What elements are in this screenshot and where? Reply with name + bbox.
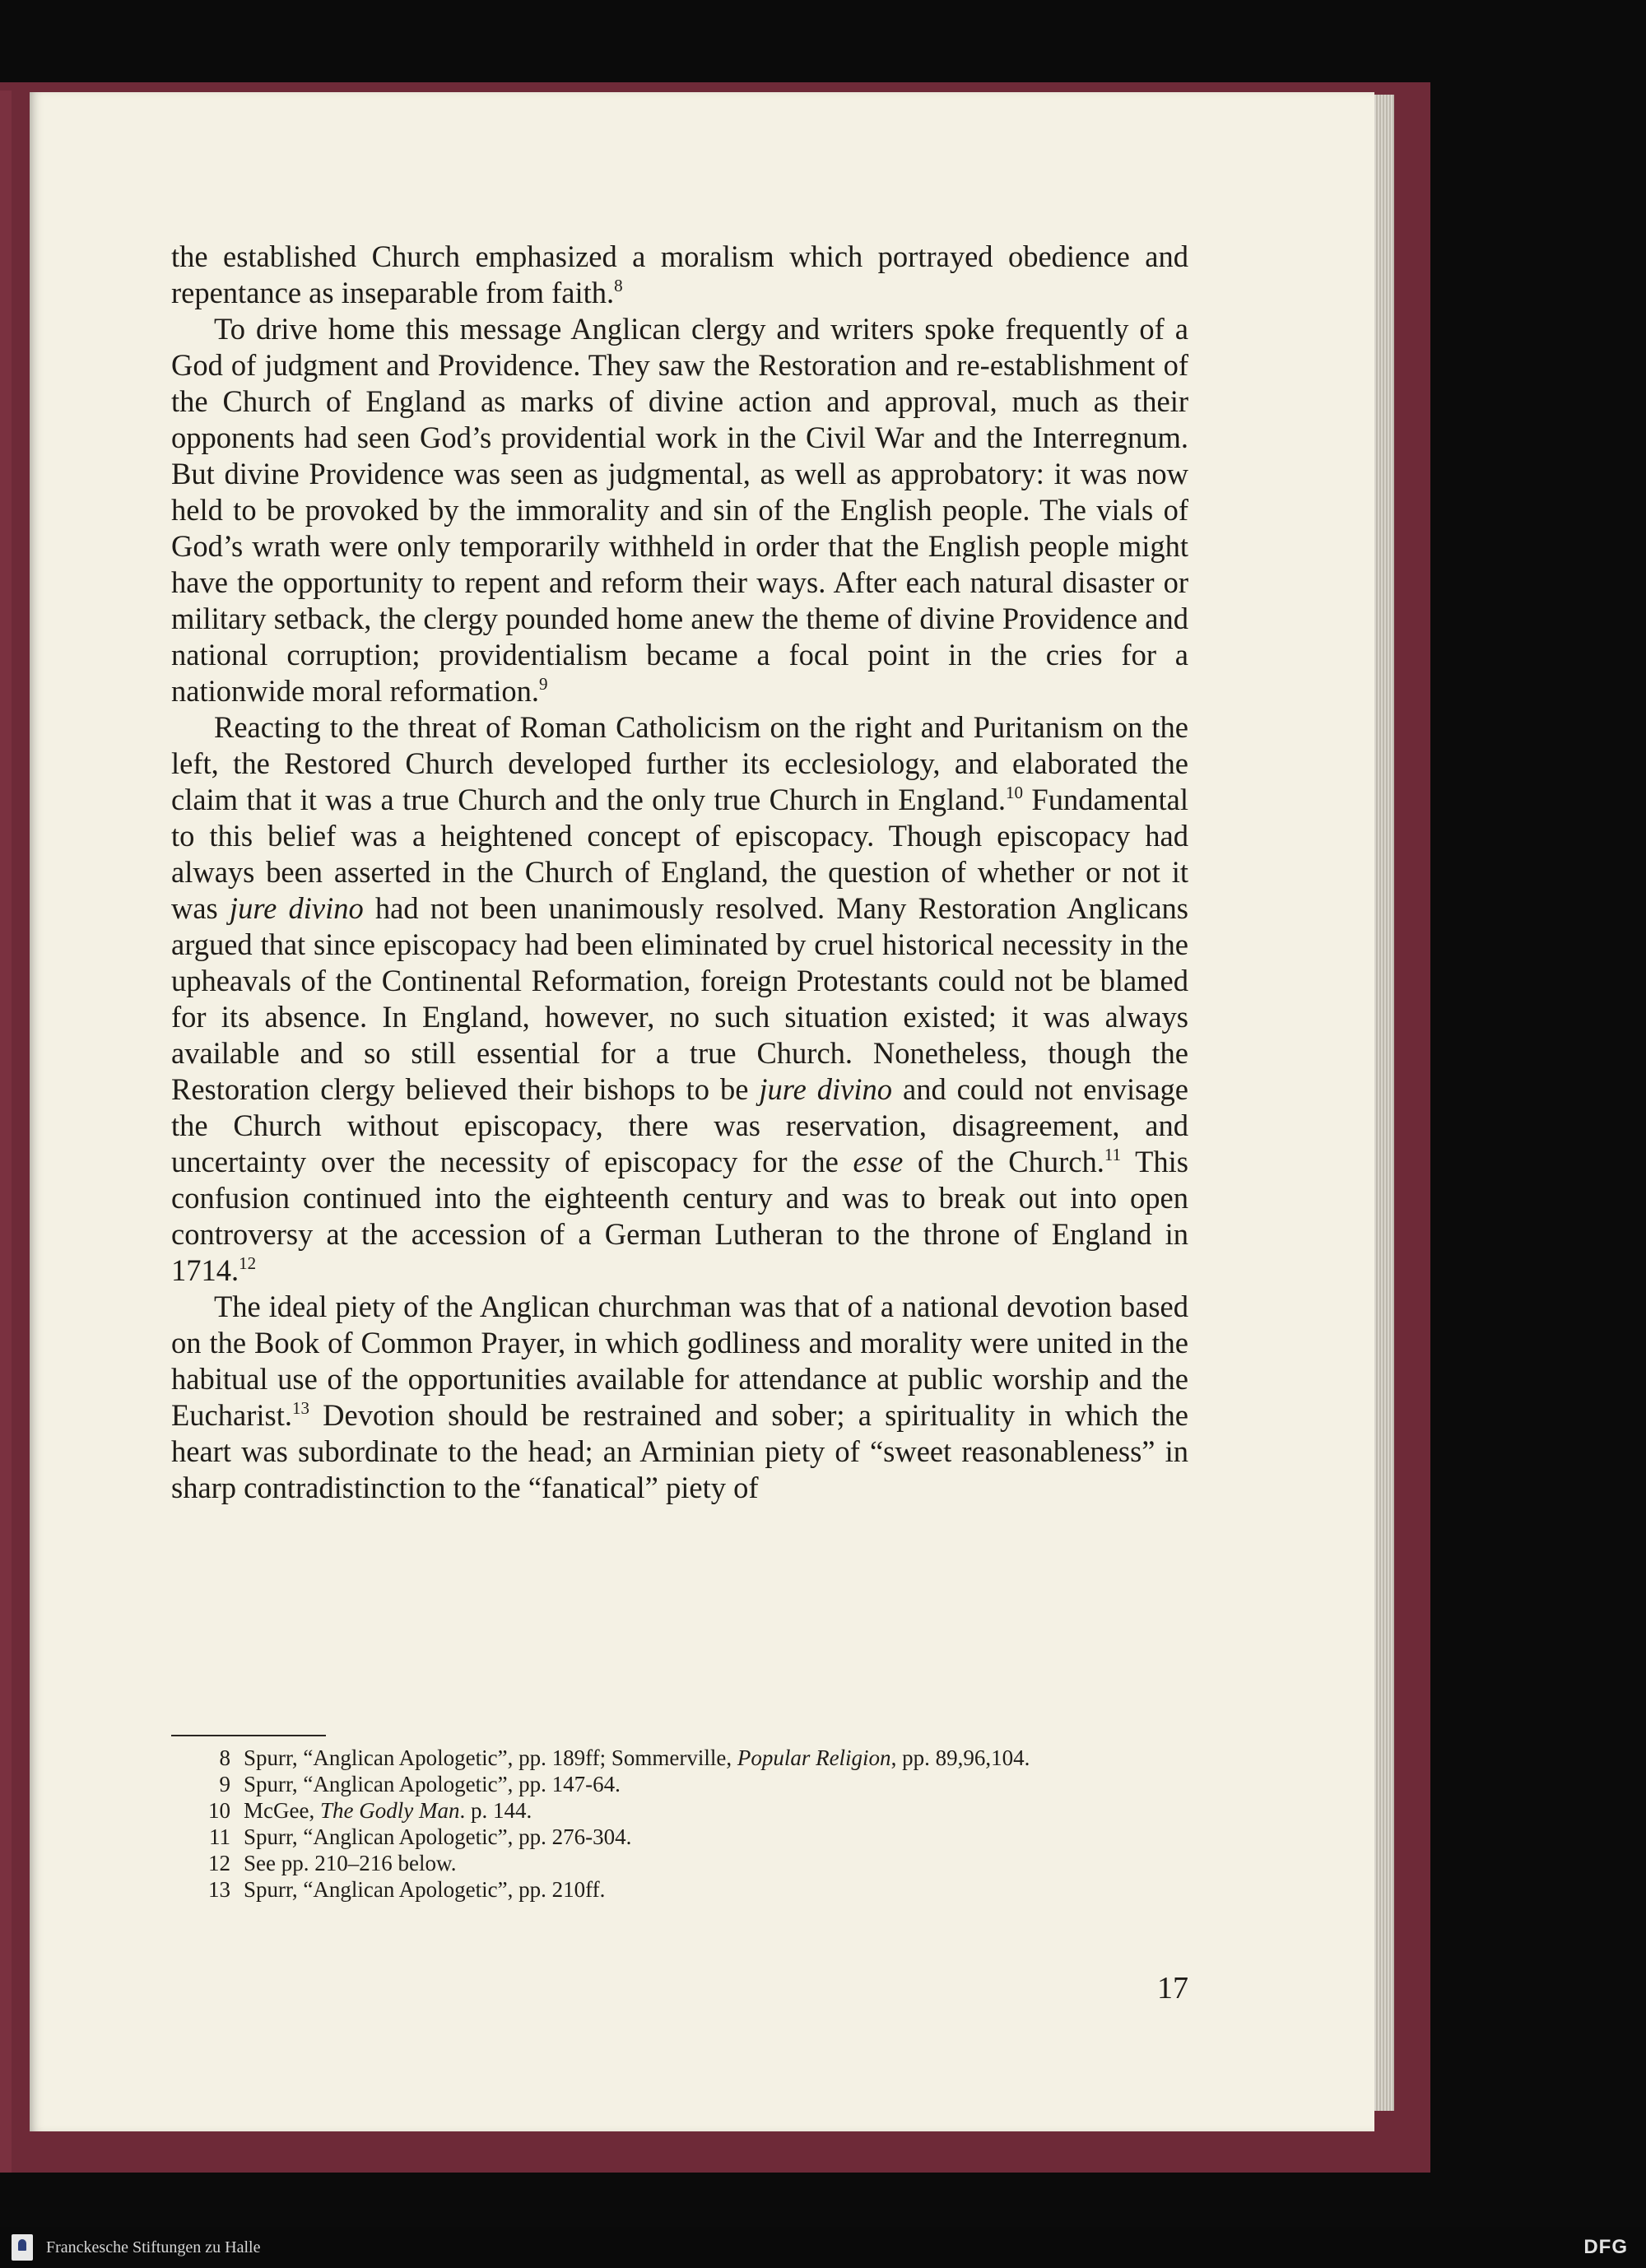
- page-number: 17: [1157, 1971, 1188, 2005]
- footnote: 9 Spurr, “Anglican Apologetic”, pp. 147-64.: [171, 1771, 1188, 1797]
- footnote: 11 Spurr, “Anglican Apologetic”, pp. 276-304.: [171, 1824, 1188, 1850]
- italic-term: esse: [853, 1145, 904, 1178]
- footnote-ref-11: 11: [1104, 1145, 1122, 1164]
- footnote: 13 Spurr, “Anglican Apologetic”, pp. 210ff.: [171, 1876, 1188, 1903]
- paragraph-3: Reacting to the threat of Roman Catholicism on the right and Puritanism on the left, the Restored Church developed further its ecclesiology, and elaborated the claim that it was a true Church and the only true Church in England.$^{10}$ Fundamental to this belief was a heightened concept of episcopacy. Though episcopacy had always been asserted in the Church of England, the question of whether or not it was jure divino had not been unanimously resolved. Many Restoration Anglicans argued that since episcopacy had been eliminated by cruel historical necessity in the upheavals of the Continental Reformation, foreign Protestants could not be blamed for its absence. In England, however, no such situation existed; it was always available and so still essential for a true Church. Nonetheless, though the Restoration clergy believed their bishops to be jure divino and could not envisage the Church without episcopacy, there was reservation, disagreement, and uncertainty over the necessity of episcopacy for the esse of the Church.$^{11}$ This confusion continued into the eighteenth century and was to break out into open controversy at the accession of a German Lutheran to the throne of England in 1714.12: [171, 710, 1189, 1287]
- paragraph-4: The ideal piety of the Anglican churchman was that of a national devotion based on the Book of Common Prayer, in which godliness and morality were united in the habitual use of the opportunities available for attendance at public worship and the Eucharist.$^{13}$ Devotion should be restrained and sober; a spirituality in which the heart was subordinate to the head; an Arminian piety of “sweet reasonableness” in sharp contradistinction to the “fanatical” piety of: [171, 1290, 1188, 1504]
- footnote: 10 McGee, The Godly Man. p. 144.: [171, 1797, 1188, 1824]
- footnote-ref-10: 10: [1006, 783, 1024, 802]
- italic-term: jure divino: [229, 891, 364, 925]
- paragraph-2: To drive home this message Anglican clergy and writers spoke frequently of a God of judgment and Providence. They saw the Restoration and re-establishment of the Church of England as marks of divine action and approval, much as their opponents had seen God’s providential work in the Civil War and the Interregnum. But divine Providence was seen as judgmental, as well as approbatory: it was now held to be provoked by the immorality and sin of the English people. The vials of God’s wrath were only temporarily withheld in order that the English people might have the opportunity to repent and reform their ways. After each natural disaster or military setback, the clergy pounded home anew the theme of divine Providence and national corruption; providentialism became a focal point in the cries for a nationwide moral reformation.$^9$: [171, 312, 1188, 708]
- footnote-number: 12: [208, 1851, 230, 1875]
- footnote-number: 10: [208, 1798, 230, 1823]
- footnote-number: 13: [208, 1877, 230, 1902]
- institution-name[interactable]: Franckesche Stiftungen zu Halle: [46, 2238, 261, 2256]
- book-spine: [0, 91, 12, 2173]
- italic-term: jure divino: [759, 1072, 893, 1106]
- footnote-rule: [171, 1735, 326, 1736]
- viewer-footer: [0, 2227, 1646, 2268]
- footnotes: [171, 1745, 1188, 1903]
- footnote: 12 See pp. 210–216 below.: [171, 1850, 1188, 1876]
- footnote-ref-13: 13: [291, 1398, 309, 1418]
- footnote-ref-12: 12: [239, 1253, 257, 1273]
- paragraph-1: the established Church emphasized a moralism which portrayed obedience and repentance as inseparable from faith.$^8$: [171, 239, 1188, 309]
- dfg-logo[interactable]: DFG: [1583, 2236, 1628, 2258]
- institution-logo-icon[interactable]: [12, 2234, 33, 2261]
- footnote: 8 Spurr, “Anglican Apologetic”, pp. 189ff; Sommerville, Popular Religion, pp. 89,96,104.: [171, 1745, 1188, 1771]
- body-text: [171, 239, 1188, 1506]
- footnote-number: 11: [209, 1824, 230, 1849]
- footnote-ref-9: 9: [538, 674, 548, 694]
- footnote-ref-8: 8: [614, 276, 623, 295]
- page-edges: [1374, 95, 1394, 2111]
- book-page: [30, 92, 1374, 2131]
- footnote-number: 9: [219, 1772, 230, 1796]
- footnote-number: 8: [219, 1745, 230, 1770]
